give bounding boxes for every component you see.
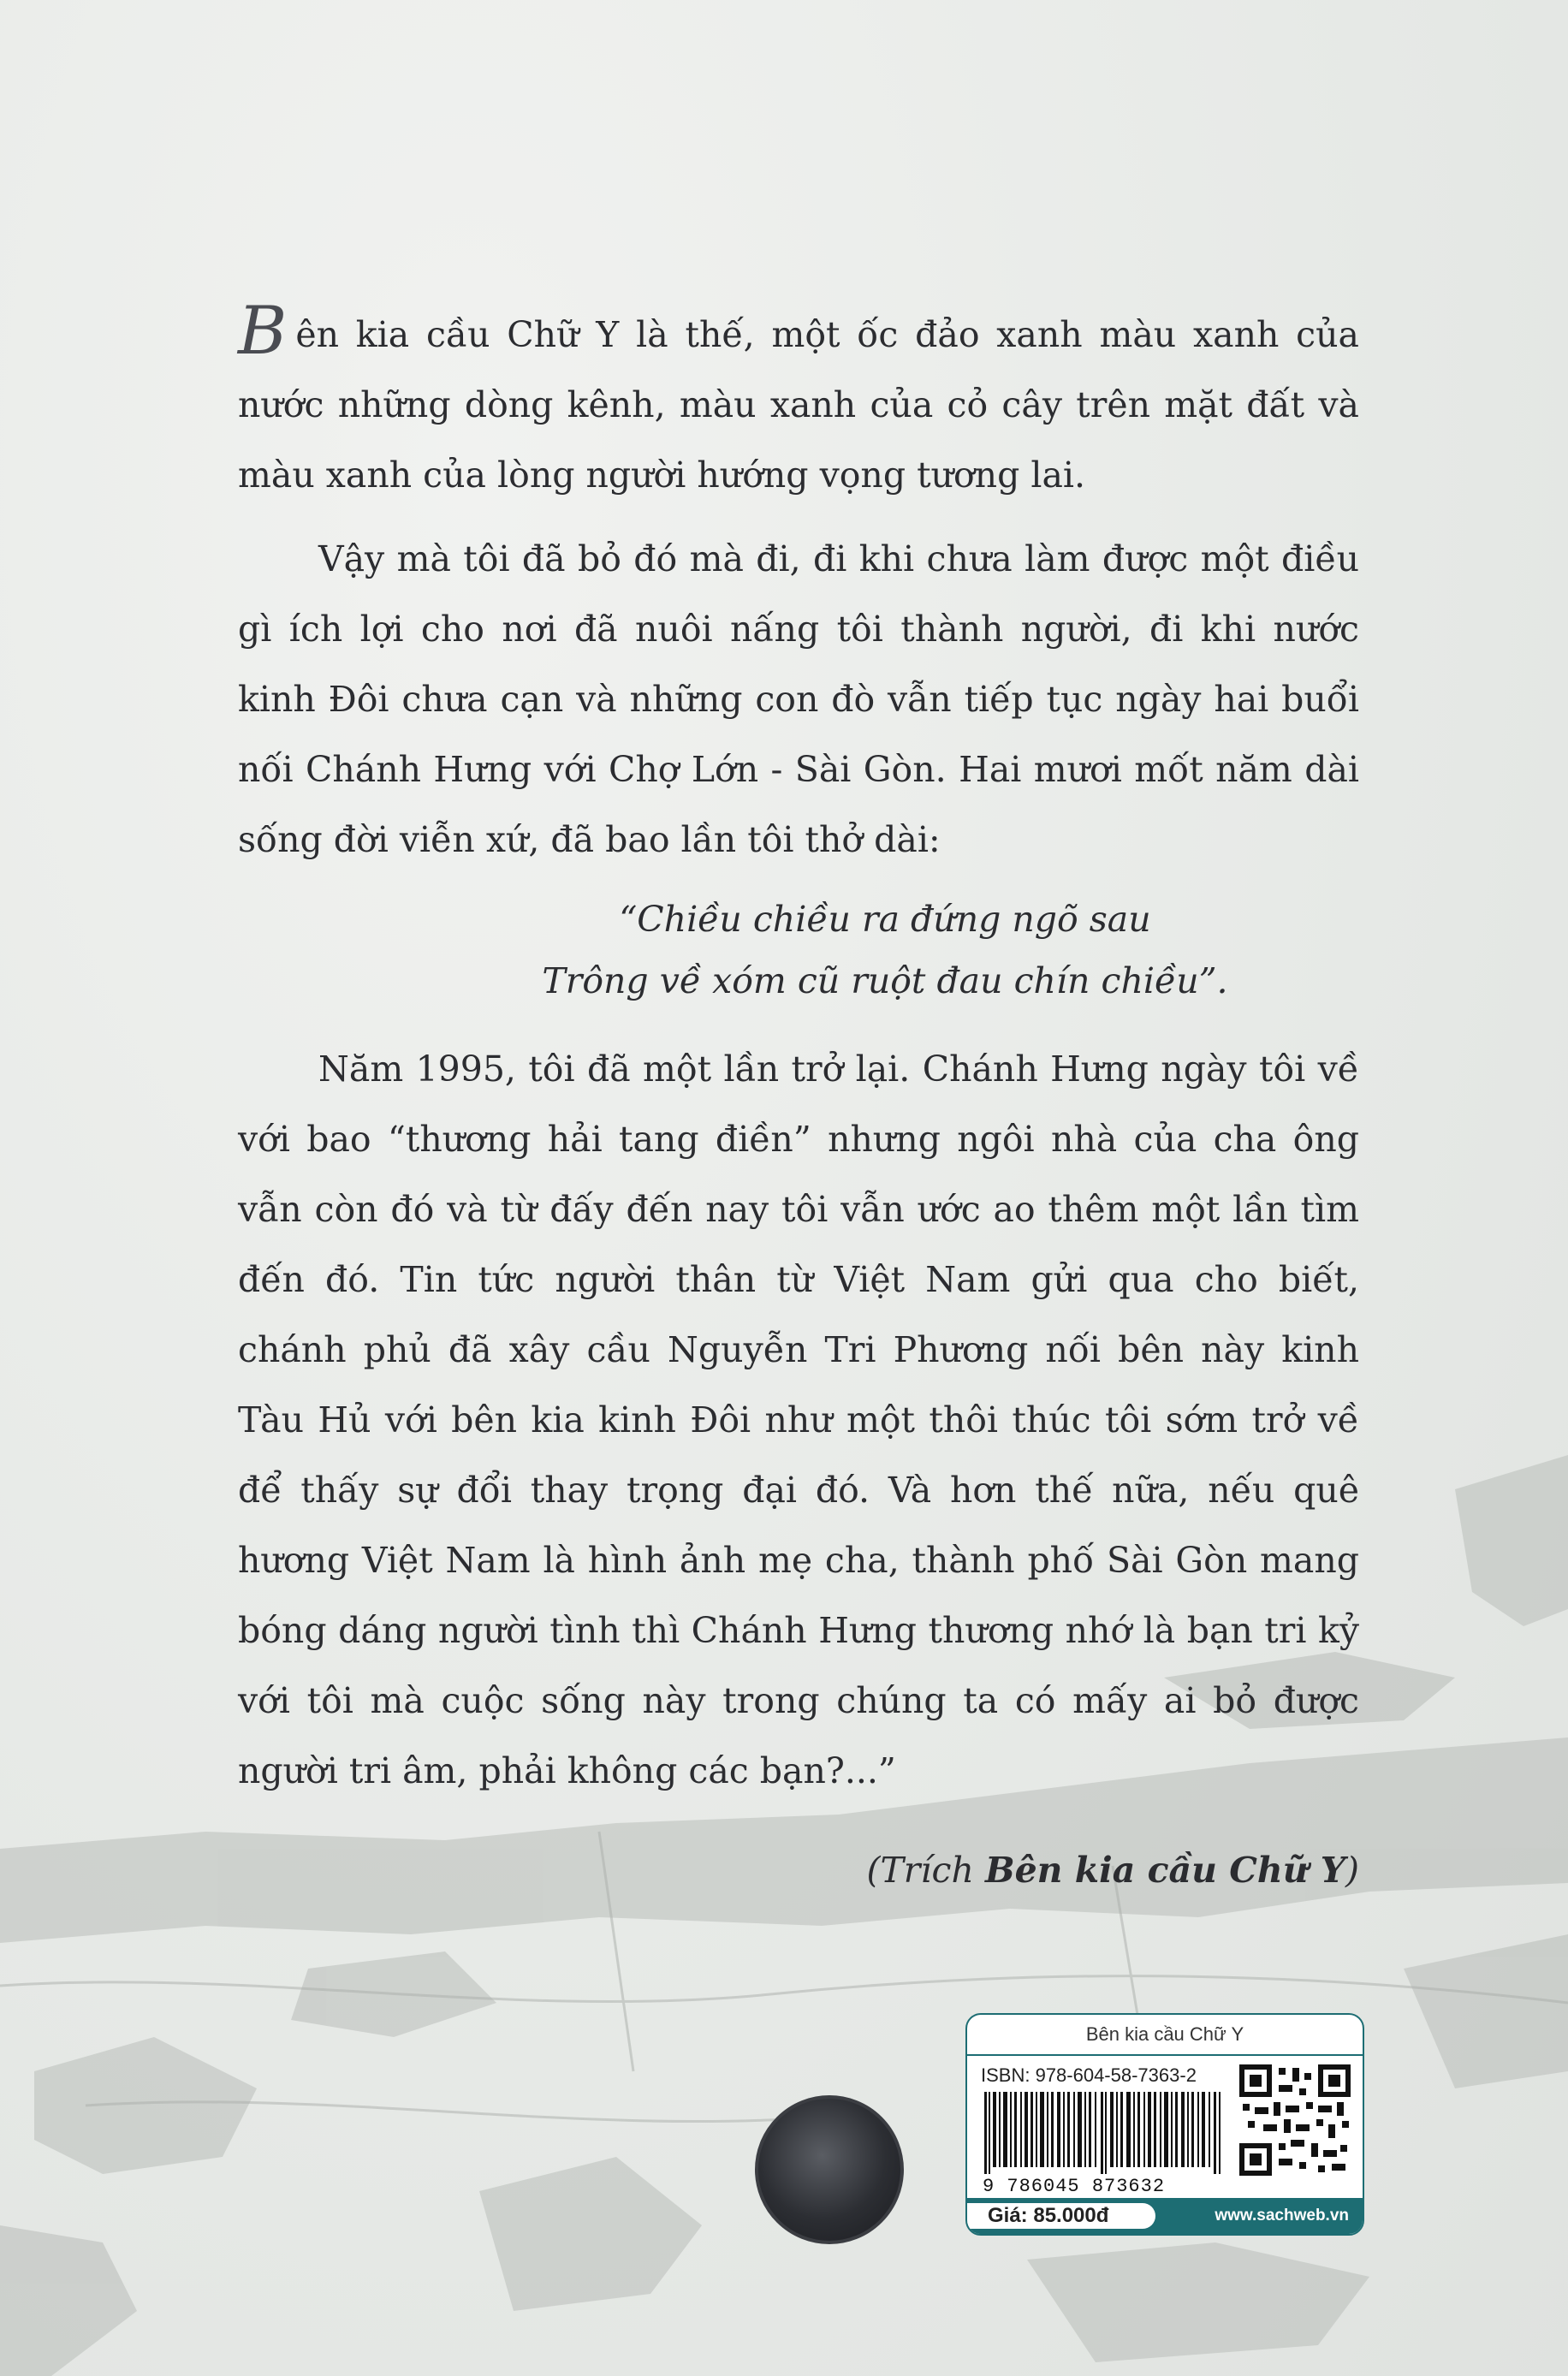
- label-book-title: Bên kia cầu Chữ Y: [1085, 2023, 1244, 2045]
- dropcap-letter: B: [238, 293, 288, 370]
- excerpt-text: [238, 293, 1359, 1905]
- paragraph-3: Năm 1995, tôi đã một lần trở lại. Chánh Hưng ngày tôi về với bao “thương hải tang điền” nhưng ngôi nhà của cha ông vẫn còn đó và từ đấy đến nay tôi vẫn ước ao thêm một lần tìm đến đó. Tin tức người thân từ Việt Nam gửi qua cho biết, chánh phủ đã xây cầu Nguyễn Tri Phương nối bên này kinh Tàu Hủ với bên kia kinh Đôi như một thôi thúc tôi sớm trở về để thấy sự đổi thay trọng đại đó. Và hơn thế nữa, nếu quê hương Việt Nam là hình ảnh mẹ cha, thành phố Sài Gòn mang bóng dáng người tình thì Chánh Hưng thương nhớ là bạn tri kỷ với tôi mà cuộc sống này trong chúng ta có mấy ai bỏ được người tri âm, phải không các bạn?...”: [238, 1048, 1359, 1791]
- barcode-icon: [981, 2092, 1229, 2174]
- paragraph-1: [238, 293, 1359, 510]
- paragraph-1-text: ên kia cầu Chữ Y là thế, một ốc đảo xanh màu xanh của nước những dòng kênh, màu xanh của cỏ cây trên mặt đất và màu xanh của lòng người hướng vọng tương lai.: [238, 314, 1359, 496]
- citation-book-title: Bên kia cầu Chữ Y: [984, 1850, 1345, 1891]
- price-text: Giá: 85.000đ: [967, 2203, 1155, 2229]
- folk-verse-quote: [238, 888, 1359, 1012]
- website-text: www.sachweb.vn: [1215, 2207, 1349, 2225]
- quote-line-1: “Chiều chiều ra đứng ngõ sau: [619, 899, 1151, 940]
- paragraph-2: Vậy mà tôi đã bỏ đó mà đi, đi khi chưa làm được một điều gì ích lợi cho nơi đã nuôi nấng tôi thành người, đi khi nước kinh Đôi chưa cạn và những con đò vẫn tiếp tục ngày hai buổi nối Chánh Hưng với Chợ Lớn - Sài Gòn. Hai mươi mốt năm dài sống đời viễn xứ, đã bao lần tôi thở dài:: [238, 538, 1359, 860]
- qr-code-icon: [1239, 2064, 1351, 2176]
- round-dark-seal-icon: [755, 2095, 904, 2244]
- citation-prefix: (Trích: [866, 1850, 985, 1891]
- barcode-number: 9 786045 873632: [983, 2176, 1166, 2197]
- label-divider: [967, 2054, 1363, 2056]
- citation-suffix: ): [1345, 1850, 1359, 1891]
- citation: [238, 1835, 1359, 1905]
- quote-line-2: Trông về xóm cũ ruột đau chín chiều”.: [542, 960, 1228, 1001]
- price-bar: [967, 2198, 1363, 2234]
- price-label-sticker: [965, 2013, 1364, 2236]
- isbn-text: ISBN: 978-604-58-7363-2: [981, 2064, 1197, 2086]
